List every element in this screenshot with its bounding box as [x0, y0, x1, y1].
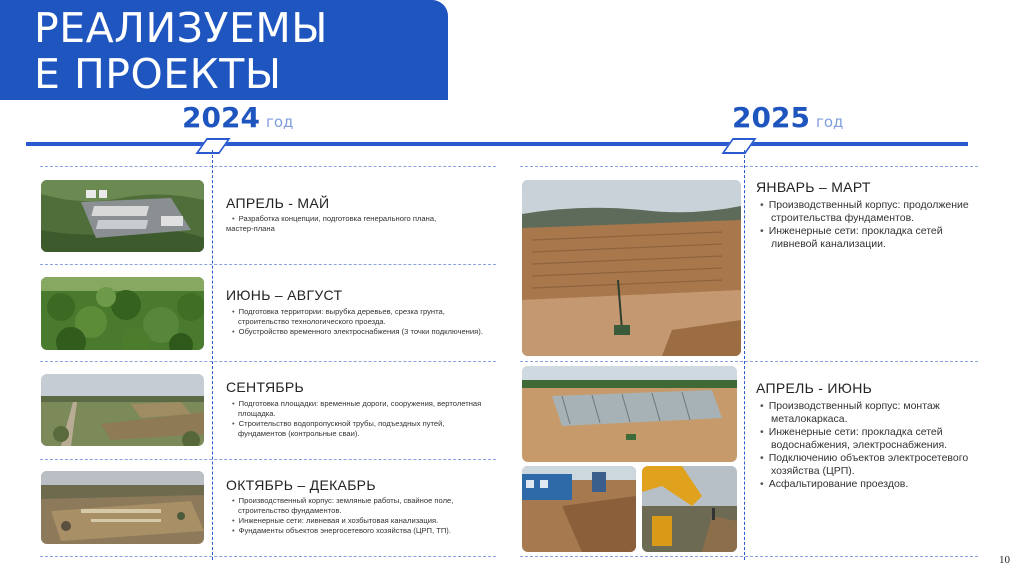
timeline-marker-2025	[721, 138, 756, 154]
bullet-item: • Инженерные сети: ливневая и хозбытовая канализация.	[226, 516, 501, 526]
bullet-item: • Обустройство временного электроснабжения (3 точки подключения).	[226, 327, 501, 337]
bullet-continuation: фундаментов (контрольные сваи).	[238, 429, 360, 438]
period-heading-september: СЕНТЯБРЬ	[226, 379, 305, 395]
divider	[40, 166, 496, 167]
page-title-line-1: РЕАЛИЗУЕМЫ	[34, 4, 328, 52]
period-bullets-jan-mar	[760, 199, 978, 251]
period-bullets-september	[226, 399, 501, 439]
year-suffix: год	[265, 113, 294, 131]
divider	[520, 166, 978, 167]
period-heading-apr-may: АПРЕЛЬ - МАЙ	[226, 195, 330, 211]
timeline-stem-2025	[744, 150, 745, 560]
period-bullets-jun-aug	[226, 307, 501, 337]
year-2025-label	[732, 101, 843, 134]
period-heading-jan-mar: ЯНВАРЬ – МАРТ	[756, 179, 871, 195]
page-number: 10	[999, 554, 1010, 566]
earthworks-photo	[41, 471, 204, 544]
timeline-bar	[26, 142, 968, 146]
bullet-item: • Строительство водопропускной трубы, подъездных путей,	[226, 419, 501, 429]
bullet-continuation: строительство технологического проезда.	[238, 317, 386, 326]
timeline-stem-2024	[212, 150, 213, 560]
utility-trench-photo	[522, 466, 636, 552]
divider	[520, 361, 978, 362]
bullet-item: • Инженерные сети: прокладка сетей водоснабжения, электроснабжения.	[760, 426, 978, 452]
bullet-continuation: мастер-плана	[226, 224, 275, 233]
period-bullets-apr-jun	[760, 400, 978, 491]
period-heading-apr-jun: АПРЕЛЬ - ИЮНЬ	[756, 380, 873, 396]
bullet-continuation: площадка.	[238, 409, 276, 418]
bullet-item: • Разработка концепции, подготовка генерального плана,	[226, 214, 486, 224]
bullet-continuation: строительство фундаментов.	[238, 506, 342, 515]
bullet-item: • Подготовка территории: вырубка деревьев, срезка грунта,	[226, 307, 501, 317]
year-2024-label	[182, 101, 293, 134]
year-suffix: год	[815, 113, 844, 131]
divider	[40, 361, 496, 362]
period-bullets-apr-may	[226, 214, 486, 234]
bullet-item: • Асфальтирование проездов.	[760, 478, 978, 491]
bullet-item: • Подключению объектов электросетевого хозяйства (ЦРП).	[760, 452, 978, 478]
period-heading-jun-aug: ИЮНЬ – АВГУСТ	[226, 287, 343, 303]
steel-frame-photo	[522, 366, 737, 462]
excavator-photo	[642, 466, 737, 552]
bullet-item: • Производственный корпус: монтаж металокаркаса.	[760, 400, 978, 426]
winter-foundations-photo	[522, 180, 741, 356]
bullet-item: • Производственный корпус: земляные работы, свайное поле,	[226, 496, 501, 506]
period-heading-oct-dec: ОКТЯБРЬ – ДЕКАБРЬ	[226, 477, 376, 493]
bullet-item: • Фундаменты объектов энергосетевого хозяйства (ЦРП, ТП).	[226, 526, 501, 536]
forest-aerial-photo	[41, 277, 204, 350]
year-value: 2025	[732, 101, 810, 134]
bullet-item: • Инженерные сети: прокладка сетей ливневой канализации.	[760, 225, 978, 251]
title-banner	[0, 0, 448, 100]
timeline-marker-2024	[195, 138, 230, 154]
bullet-item: • Производственный корпус: продолжение строительства фундаментов.	[760, 199, 978, 225]
bullet-item: • Подготовка площадки: временные дороги, сооружения, вертолетная	[226, 399, 501, 409]
site-preparation-photo	[41, 374, 204, 446]
aerial-masterplan-photo	[41, 180, 204, 252]
divider	[40, 556, 496, 557]
year-value: 2024	[182, 101, 260, 134]
divider	[40, 459, 496, 460]
page-title-line-2: Е ПРОЕКТЫ	[34, 50, 282, 98]
divider	[40, 264, 496, 265]
period-bullets-oct-dec	[226, 496, 501, 536]
divider	[520, 556, 978, 557]
